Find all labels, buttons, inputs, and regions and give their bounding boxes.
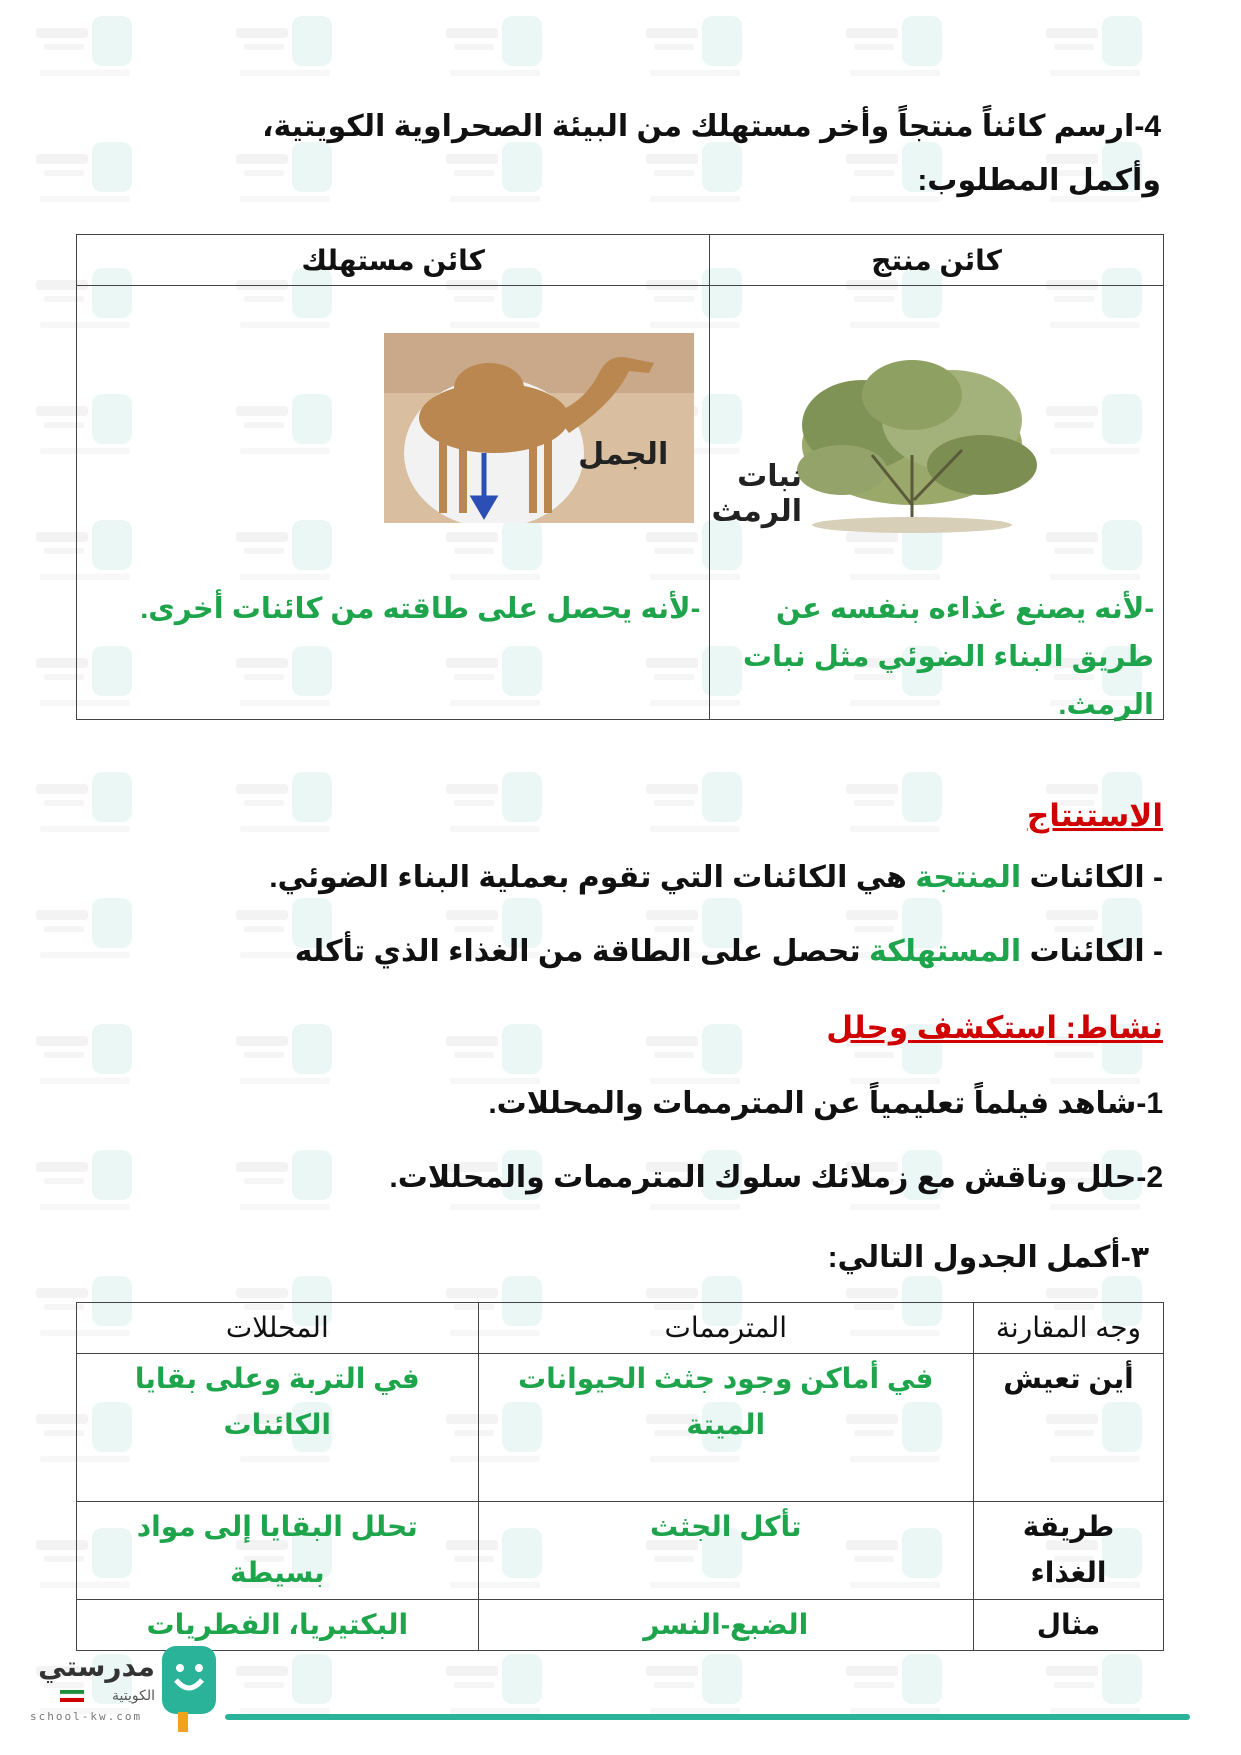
decomposers-habitat: في التربة وعلى بقايا الكائنات	[77, 1354, 479, 1502]
camel-caption: الجمل	[578, 438, 669, 471]
scavengers-feeding: تأكل الجثث	[478, 1502, 973, 1600]
shrub-caption: نبات الرمث	[711, 460, 802, 528]
activity-step-3: ٣-أكمل الجدول التالي:	[827, 1241, 1149, 1274]
header-consumer: كائن مستهلك	[77, 235, 710, 286]
producer-answer: -لأنه يصنع غذاءه بنفسه عن طريق البناء الضوئي مثل نبات الرمث.	[742, 593, 1154, 721]
question-4: 4-ارسم كائناً منتجاً وأخر مستهلك من البيئة الصحراوية الكويتية، وأكمل المطلوب:	[262, 110, 1161, 197]
producer-cell	[710, 286, 1164, 720]
producer-term: المنتجة	[915, 861, 1022, 894]
row-label-feeding: طريقة الغذاء	[973, 1502, 1163, 1600]
logo-url: school-kw.com	[30, 1710, 143, 1723]
consumer-term: المستهلكة	[869, 935, 1022, 968]
decomposers-feeding: تحلل البقايا إلى مواد بسيطة	[77, 1502, 479, 1600]
conclusion-line-1	[269, 860, 1163, 895]
scavengers-example: الضبع-النسر	[478, 1600, 973, 1651]
conclusion-line-2-prefix: - الكائنات	[1021, 935, 1163, 968]
logo-text: مدرستي	[38, 1650, 155, 1683]
scavengers-habitat: في أماكن وجود جثث الحيوانات الميتة	[478, 1354, 973, 1502]
comparison-header-decomposers: المحللات	[77, 1303, 479, 1354]
header-producer: كائن منتج	[710, 235, 1164, 286]
consumer-cell	[77, 286, 710, 720]
activity-title: نشاط: استكشف وحلل	[826, 1010, 1163, 1045]
comparison-header-scavengers: المترممات	[478, 1303, 973, 1354]
row-label-habitat: أين تعيش	[973, 1354, 1163, 1502]
activity-step-2: 2-حلل وناقش مع زملائك سلوك المترممات والمحللات.	[389, 1161, 1163, 1194]
footer-rule	[225, 1714, 1190, 1720]
footer-logo	[20, 1640, 220, 1748]
conclusion-line-2-suffix: تحصل على الطاقة من الغذاء الذي تأكله	[294, 935, 870, 968]
comparison-header-aspect: وجه المقارنة	[973, 1303, 1163, 1354]
producer-consumer-table	[76, 234, 1164, 720]
conclusion-line-2	[295, 934, 1163, 969]
logo-sub: الكويتية	[112, 1688, 155, 1704]
camel-image	[384, 333, 694, 523]
conclusion-title: الاستنتاج	[1026, 798, 1163, 833]
conclusion-line-1-suffix: هي الكائنات التي تقوم بعملية البناء الضوئي.	[269, 861, 916, 894]
comparison-table	[76, 1302, 1164, 1651]
consumer-answer: -لأنه يحصل على طاقته من كائنات أخرى.	[140, 593, 701, 625]
row-label-example: مثال	[973, 1600, 1163, 1651]
conclusion-line-1-prefix: - الكائنات	[1021, 861, 1163, 894]
logo-book-icon	[162, 1646, 216, 1714]
decomposers-example: البكتيريا، الفطريات	[77, 1600, 479, 1651]
activity-step-1: 1-شاهد فيلماً تعليمياً عن المترممات والمحللات.	[488, 1087, 1163, 1120]
